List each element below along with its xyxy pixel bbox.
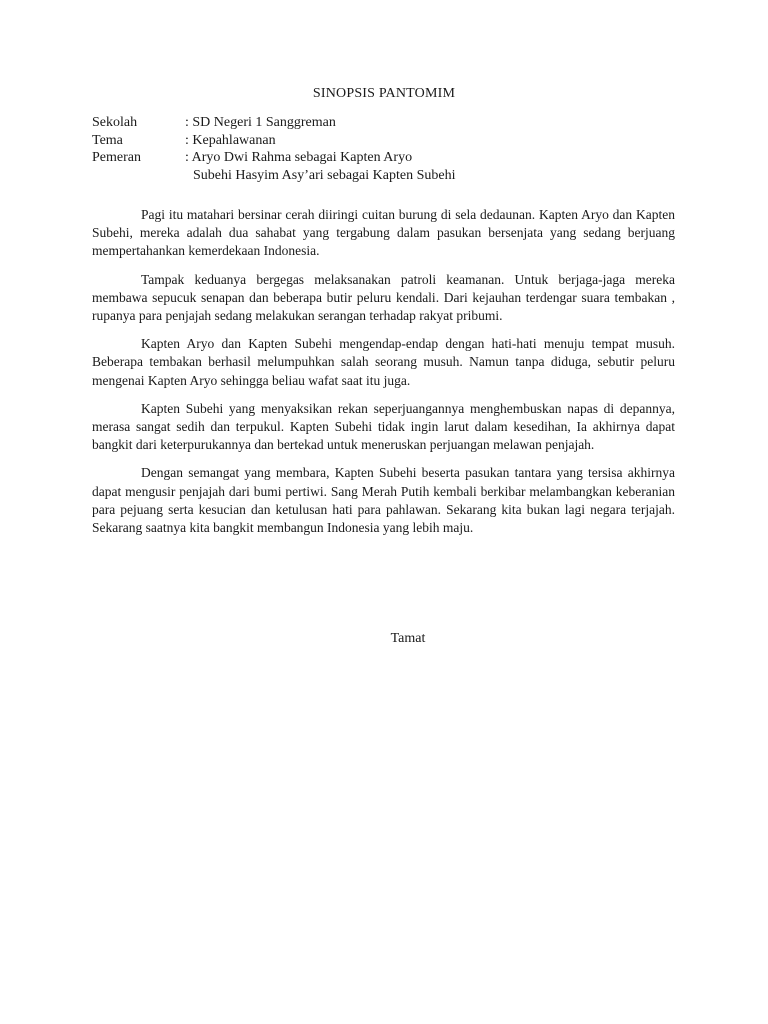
document-title: SINOPSIS PANTOMIM (312, 86, 456, 101)
info-row-sekolah (92, 114, 455, 132)
info-row-pemeran-continued (92, 167, 455, 185)
sekolah-label: Sekolah (92, 115, 138, 130)
tema-label: Tema (92, 132, 123, 148)
info-row-tema (92, 132, 455, 150)
pemeran-value-2: Subehi Hasyim Asy’ari sebagai Kapten Subehi (193, 167, 456, 183)
pemeran-label: Pemeran (92, 150, 141, 165)
paragraph: Kapten Aryo dan Kapten Subehi mengendap-endap dengan hati-hati menuju tempat musuh. Beberapa tembakan berhasil melumpuhkan salah seorang musuh. Namun tanpa diduga, sebutir peluru mengenai Kapten Aryo sehingga beliau wafat saat itu juga. (92, 336, 675, 388)
paragraph: Tampak keduanya bergegas melaksanakan patroli keamanan. Untuk berjaga-jaga mereka membawa sepucuk senapan dan beberapa butir peluru kendali. Dari kejauhan terdengar suara tembakan , rupanya para penjajah sedang melakukan serangan terhadap rakyat pribumi. (92, 271, 675, 324)
sekolah-value: : SD Negeri 1 Sanggreman (185, 115, 336, 130)
ending-text: Tamat (390, 631, 426, 646)
tema-value: : Kepahlawanan (185, 132, 276, 148)
info-row-pemeran (92, 149, 455, 167)
pemeran-value-1: : Aryo Dwi Rahma sebagai Kapten Aryo (185, 150, 413, 165)
info-block (92, 114, 455, 184)
paragraph: Dengan semangat yang membara, Kapten Subehi beserta pasukan tantara yang tersisa akhirnya dapat mengusir penjajah dari bumi pertiwi. Sang Merah Putih kembali berkibar melambangkan keberanian para pejuang serta kesucian dan ketulusan hati para pahlawan. Sekarang kita bukan lagi negara terjajah. Sekarang saatnya kita bangkit membangun Indonesia yang lebih maju. (92, 465, 675, 536)
paragraph: Pagi itu matahari bersinar cerah diiringi cuitan burung di sela dedaunan. Kapten Aryo dan Kapten Subehi, mereka adalah dua sahabat yang tergabung dalam pasukan bersenjata yang sedang berjuang mempertahankan kemerdekaan Indonesia. (92, 207, 675, 259)
paragraph: Kapten Subehi yang menyaksikan rekan seperjuangannya menghembuskan napas di depannya, merasa sangat sedih dan terpukul. Kapten Subehi tidak ingin larut dalam kesedihan, Ia akhirnya dapat bangkit dari keterpurukannya dan bertekad untuk meneruskan perjuangan melawan penjajah. (92, 400, 675, 453)
synopsis-body (92, 206, 675, 547)
